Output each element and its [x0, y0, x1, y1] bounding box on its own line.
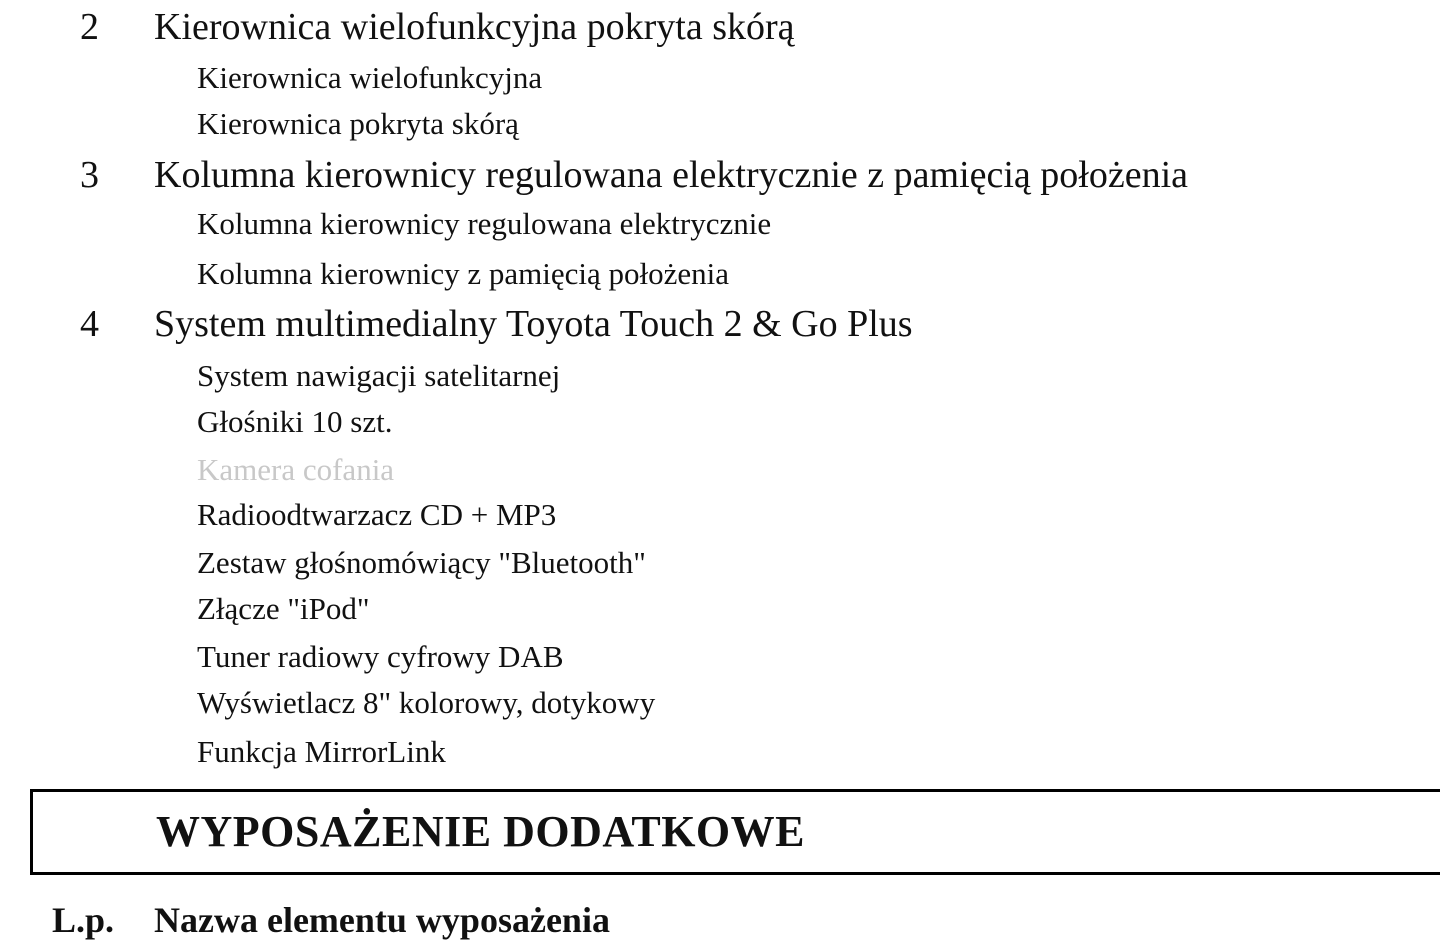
feature-line: Zestaw głośnomówiący "Bluetooth"	[197, 545, 646, 580]
item-title: Kolumna kierownicy regulowana elektrycznie z pamięcią położenia	[154, 154, 1188, 196]
feature-line: Kolumna kierownicy z pamięcią położenia	[197, 256, 729, 291]
feature-line: Kierownica pokryta skórą	[197, 106, 519, 141]
section-header-box	[30, 789, 1440, 875]
item-number: 2	[80, 6, 99, 48]
section-title: WYPOSAŻENIE DODATKOWE	[156, 807, 805, 856]
feature-line: Kolumna kierownicy regulowana elektrycznie	[197, 206, 772, 241]
feature-line: Wyświetlacz 8" kolorowy, dotykowy	[197, 685, 656, 720]
item-number: 3	[80, 154, 99, 196]
feature-line-faded: Kamera cofania	[197, 452, 395, 487]
column-header-lp: L.p.	[52, 900, 115, 940]
feature-line: Radioodtwarzacz CD + MP3	[197, 497, 557, 532]
item-title: Kierownica wielofunkcyjna pokryta skórą	[154, 6, 795, 48]
equipment-item-3	[0, 151, 1440, 199]
item-title: System multimedialny Toyota Touch 2 & Go Plus	[154, 303, 913, 345]
feature-line: System nawigacji satelitarnej	[197, 358, 561, 393]
item-number: 4	[80, 303, 99, 345]
column-header-name: Nazwa elementu wyposażenia	[154, 900, 610, 940]
equipment-item-2	[0, 3, 1440, 51]
feature-line: Tuner radiowy cyfrowy DAB	[197, 639, 564, 674]
feature-line: Głośniki 10 szt.	[197, 404, 393, 439]
equipment-item-4	[0, 300, 1440, 348]
feature-line: Złącze "iPod"	[197, 591, 370, 626]
feature-line: Funkcja MirrorLink	[197, 734, 446, 769]
feature-line: Kierownica wielofunkcyjna	[197, 60, 543, 95]
